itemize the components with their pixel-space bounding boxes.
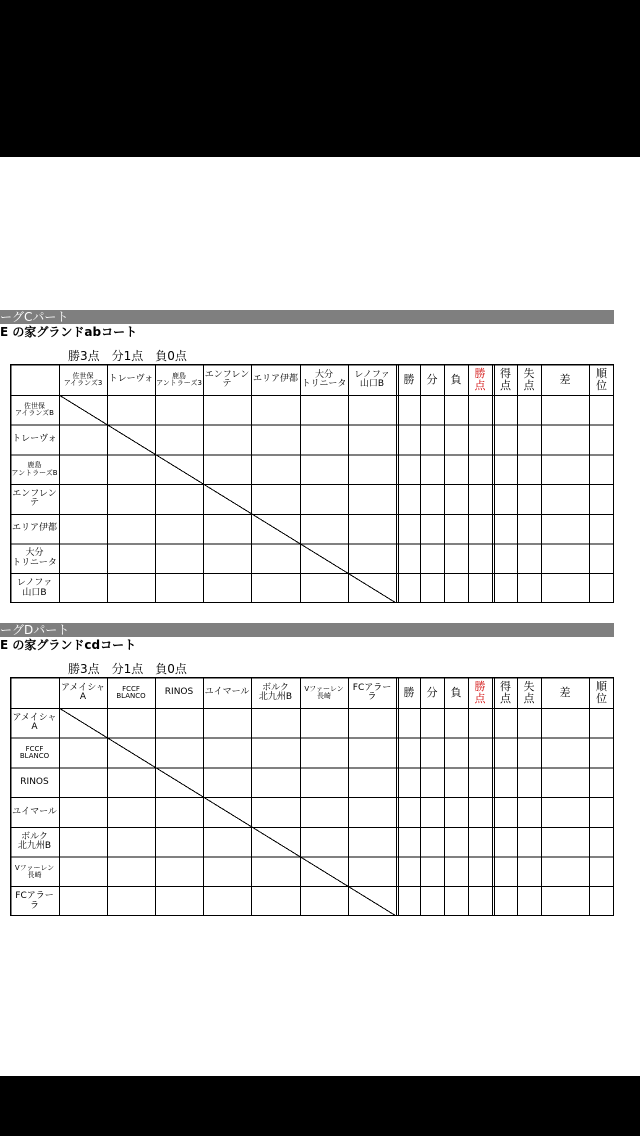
stat-header: 負 [450, 373, 462, 387]
team-header: アメイシャ A [60, 682, 106, 702]
team-row-label: レノファ 山口B [16, 578, 53, 598]
bottom-black-bar [0, 1076, 640, 1136]
team-row-label: Vファーレン 長崎 [14, 863, 55, 879]
stat-header: 差 [559, 373, 571, 387]
points-rule: 勝3点 分1点 負0点 [68, 349, 187, 363]
team-header: ユイマール [204, 687, 250, 698]
top-black-bar [0, 0, 640, 157]
venue-title: E の家グランドabコート [0, 325, 138, 339]
team-row-label: エンフレンテ [12, 489, 57, 509]
stat-header: 分 [426, 373, 438, 387]
team-header: 大分 トリニータ [301, 369, 347, 389]
table-grid-lines [10, 677, 614, 916]
team-row-label: 鹿島 アントラーズB [11, 461, 58, 477]
team-row-label: FCCF BLANCO [19, 744, 50, 761]
stat-header: 順 位 [596, 367, 607, 392]
team-row-label: 佐世保 アイランズB [15, 402, 54, 418]
team-header: Vファーレン 長崎 [304, 684, 344, 700]
stat-header: 得 点 [500, 680, 511, 705]
team-header: FCCF BLANCO [116, 684, 146, 700]
team-header: エンフレンテ [204, 369, 250, 389]
section-header: ーグDパート [0, 623, 614, 637]
team-header: RINOS [164, 687, 194, 698]
stat-header: 失 点 [523, 680, 535, 705]
stat-header: 負 [450, 686, 462, 700]
stat-header: 得 点 [500, 367, 511, 392]
team-header: 鹿島 アントラーズ3 [156, 371, 202, 387]
team-row-label: ボルク 北九州B [17, 831, 52, 852]
venue-title: E の家グランドcdコート [0, 638, 137, 652]
section-header: ーグCパート [0, 310, 614, 324]
stat-header: 失 点 [523, 367, 535, 392]
stat-header: 勝 点 [474, 680, 486, 705]
team-header: レノファ 山口B [354, 369, 390, 389]
team-header: 佐世保 アイランズ3 [63, 371, 103, 387]
points-rule: 勝3点 分1点 負0点 [68, 662, 187, 676]
table-grid-lines [10, 364, 614, 603]
team-row-label: RINOS [20, 777, 49, 788]
stat-header: 勝 [403, 686, 415, 700]
team-header: エリア伊都 [252, 374, 298, 385]
stat-header: 勝 点 [474, 367, 486, 392]
team-row-label: トレーヴォ [12, 434, 57, 445]
stat-header: 順 位 [596, 680, 607, 705]
team-header: トレーヴォ [108, 374, 154, 385]
team-row-label: ユイマール [12, 806, 57, 817]
team-row-label: アメイシャ A [12, 712, 57, 733]
team-row-label: FCアラーラ [15, 891, 54, 911]
stat-header: 差 [559, 686, 571, 700]
league-table [10, 677, 614, 916]
team-row-label: 大分 トリニータ [12, 548, 57, 568]
league-table [10, 364, 614, 603]
team-header: FCアラーラ [352, 682, 392, 702]
stat-header: 分 [426, 686, 438, 700]
team-row-label: エリア伊都 [11, 523, 57, 534]
team-header: ボルク 北九州B [258, 682, 293, 702]
stat-header: 勝 [403, 373, 415, 387]
